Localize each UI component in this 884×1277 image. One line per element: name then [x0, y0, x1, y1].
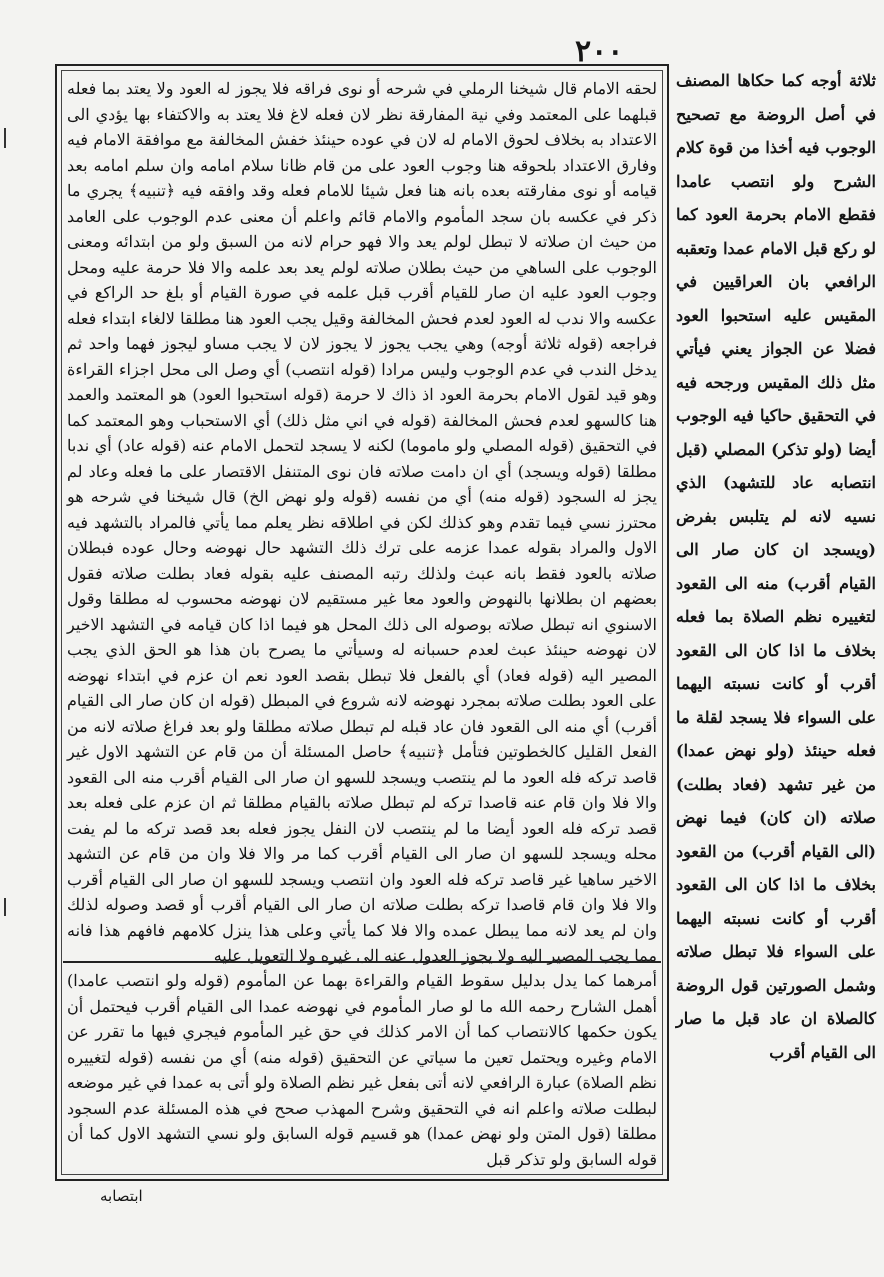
margin-matn-text: ثلاثة أوجه كما حكاها المصنف في أصل الروضة مع تصحيح الوجوب فيه أخذا من قوة كلام الشرح ولو انتصب عامدا فقطع الامام بحرمة العود كما لو ركع قبل الامام عمدا وتعقبه الرافعي بان العراقيين في المقيس عليه استحبوا العود فضلا عن الجواز يعني فيأتي مثل ذلك المقيس ورجحه فيه في التحقيق حاكيا فيه الوجوب أيضا (ولو تذكر) المصلي (قبل انتصابه عاد للتشهد) الذي نسيه لانه لم يتلبس بفرض (ويسجد ان كان صار الى القيام أقرب) منه الى القعود لتغييره نظم الصلاة بما فعله بخلاف ما اذا كان الى القعود أقرب أو كانت نسبته اليهما على السواء فلا يسجد لقلة ما فعله حينئذ (ولو نهض عمدا) من غير تشهد (فعاد بطلت) صلاته (ان كان) فيما نهض (الى القيام أقرب) من القعود بخلاف ما اذا كان الى القعود أقرب أو كانت نسبته اليهما على السواء فلا تبطل صلاته وشمل الصورتين قول الروضة كالصلاة ان عاد قبل ما صار الى القيام أقرب: [676, 71, 876, 1062]
left-edge-mark: [4, 898, 6, 916]
main-commentary: لحقه الامام قال شيخنا الرملي في شرحه أو نوى فراقه فلا يجوز له العود ولا يعتد بما فعله قبلهما على المعتمد وفي نية المفارقة نظر لان فعله لاغ فلا يعتد به والاكتفاء بها يؤدي الى الاعتداد به بخلاف لحوق الامام له لان في عوده حينئذ خفش المخالفة مع موافقة الامام فيه وفارق الاعتداد بلحوقه هنا وجوب العود على من قام ظانا سلام امامه وان سلم امامه بعد قيامه أو نوى مفارقته بعده بانه هنا فعل شيئا للامام فعله وقد وافقه فيه ﴿تنبيه﴾ يجري ما ذكر في عكسه بان سجد المأموم والامام قائم واعلم أن معنى عدم الوجوب على العامد من حيث ان صلاته لا تبطل لولم يعد والا فهو حرام لانه من السبق ولو من ابتدائه ومعنى الوجوب على الساهي من حيث بطلان صلاته لولم يعد بعد علمه والا فلا حرمة عليه ومحل وجوب العود عليه ان صار للقيام أقرب قبل علمه في صورة القيام أو بلغ حد الراكع في عكسه والا ندب له العود لعدم فحش المخالفة وقيل يجب العود هنا مطلقا لالغاء ابتداء فعله فراجعه (قوله ثلاثة أوجه) وهي يجب يجوز لا يجوز لان لا يجب مساو ليجوز فهما واحد ثم يدخل الندب في عدم الوجوب وليس مرادا (قوله انتصب) أي وصل الى محل اجزاء القراءة وهو قيد لقول الامام بحرمة العود اذ ذاك لا حرمة (قوله استحبوا العود) هو المعتمد والعمد هنا كالسهو لعدم فحش المخالفة (قوله في اني مثل ذلك) أي الاستحباب وهو المعتمد كما في التحقيق (قوله المصلي ولو ماموما) لكنه لا يسجد لتحمل الامام عنه (قوله عاد) أي ندبا مطلقا (قوله ويسجد) أي ان دامت صلاته فان نوى المتنفل الاقتصار على ما فعله وعاد لم يجز له السجود (قوله منه) أي من نفسه (قوله ولو نهض الخ) قال شيخنا في شرحه هو محترز نسي فيما تقدم وهو كذلك لكن في اطلاقه نظر يعلم مما يأتي فالمراد بالتشهد فيه الاول والمراد بقوله عمدا عزمه على ترك ذلك التشهد حال نهوضه وحال عوده فبطلان صلاته بالعود فقط بانه عبث ولذلك رتبه المصنف عليه بقوله فعاد بطلت صلاته فقول بعضهم ان بطلانها بالنهوض والعود معا غير مستقيم لان نهوضه محسوب له مطلقا وقول الاسنوي انه تبطل صلاته بوصوله الى ذلك المحل هو فيما اذا كان قيامه في التشهد الاخير لان نهوضه حينئذ عبث لعدم حسبانه له وسيأتي ما يصرح بان هذا هو الحق الذي يجب المصير اليه (قوله فعاد) أي بالفعل فلا تبطل بقصد العود نعم ان عزم في ابتداء نهوضه على العود بطلت صلاته بمجرد نهوضه لانه شروع في المبطل (قوله ان كان صار الى القيام أقرب) أي منه الى القعود فان عاد قبله لم تبطل صلاته مطلقا ولو بعد فراغ صلاته لانه من الفعل القليل كالخطوتين فتأمل ﴿تنبيه﴾ حاصل المسئلة أن من قام عن التشهد الاول غير قاصد تركه فله العود ما لم ينتصب ويسجد للسهو ان صار الى القيام أقرب منه الى القعود والا فلا وان قام عنه قاصدا تركه لم تبطل صلاته بالقيام مطلقا ثم ان عزم على فعله بعد قصد تركه فله العود أيضا ما لم ينتصب لان النفل يجوز فعله بعد قصد تركه ما لم يفت محله ويسجد للسهو ان صار الى القيام أقرب كما مر والا فلا وان من قام عن التشهد الاخير ساهيا غير قاصد تركه فله العود وان انتصب ويسجد للسهو ان صار الى القيام أقرب والا فلا وان قام قاصدا تركه بطلت صلاته ان صار الى القيام أقرب أو قصد وصوله لذلك وان لم يعد لانه مما يبطل عمده والا فلا كما يأتي وعلى هذا ينزل كلامهم فافهم هذا فانه مما يجب المصير اليه ولا يجوز العدول عنه الى غيره ولا التعويل عليه: [67, 79, 657, 965]
left-edge-mark: [4, 128, 6, 148]
footnote-commentary: أمرهما كما يدل بدليل سقوط القيام والقراءة بهما عن المأموم (قوله ولو انتصب عامدا) أهمل الشارح رحمه الله ما لو صار المأموم في نهوضه عمدا الى القيام أقرب فيحتمل أن يكون حكمها كالانتصاب كما أن الامر كذلك في حق غير المأموم فيجري فيها ما تقرر عن الامام وغيره ويحتمل تعين ما سياتي عن التحقيق (قوله منه) أي من نفسه (قوله لتغييره نظم الصلاة) عبارة الرافعي لانه أتى بفعل غير نظم الصلاة ولو أتى به عمدا في غير موضعه لبطلت صلاته واعلم انه في التحقيق وشرح المهذب صحح في هذه المسئلة عدم السجود مطلقا (قول المتن ولو نهض عمدا) هو قسيم قوله السابق ولو نسي التشهد الاول كما أن قوله السابق ولو تذكر قبل: [67, 971, 657, 1169]
main-text-frame: [55, 64, 669, 1181]
page-number: ٢٠٠: [575, 34, 624, 69]
margin-column: [676, 64, 876, 1184]
catchword: ابتصابه: [100, 1187, 143, 1205]
footnote-divider: [63, 961, 661, 963]
